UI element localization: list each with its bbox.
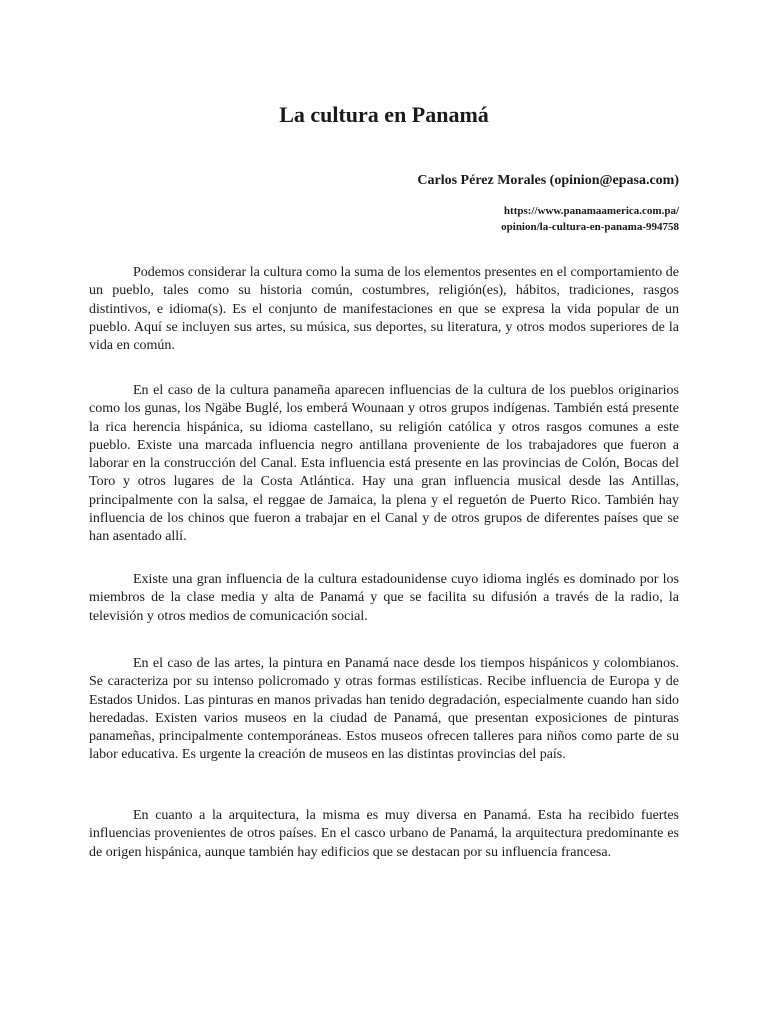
paragraph-3: Existe una gran influencia de la cultura estadounidense cuyo idioma inglés es dominado por los miembros de la clase media y alta de Panamá y que se facilita su difusión a través de la radio, la televisión y otros medios de comunicación social. xyxy=(89,572,679,624)
source-link-line-2[interactable]: opinion/la-cultura-en-panama-994758 xyxy=(501,221,679,233)
document-title: La cultura en Panamá xyxy=(279,102,489,127)
paragraph-2: En el caso de la cultura panameña aparecen influencias de la cultura de los pueblos originarios como los gunas, los Ngäbe Buglé, los emberá Wounaan y otros grupos indígenas. También está presente la rica herencia hispánica, su idioma castellano, su religión católica y otros rasgos comunes a este pueblo. Existe una marcada influencia negro antillana proveniente de los trabajadores que fueron a laborar en la construcción del Canal. Esta influencia está presente en las provincias de Colón, Bocas del Toro y otros lugares de la Costa Atlántica. Hay una gran influencia musical desde las Antillas, principalmente con la salsa, el reggae de Jamaica, la plena y el reguetón de Puerto Rico. También hay influencia de los chinos que fueron a trabajar en el Canal y de otros grupos de diferentes países que se han asentado allí. xyxy=(89,383,679,545)
paragraph-5: En cuanto a la arquitectura, la misma es muy diversa en Panamá. Esta ha recibido fuertes influencias provenientes de otros países. En el casco urbano de Panamá, la arquitectura predominante es de origen hispánica, aunque también hay edificios que se destacan por su influencia francesa. xyxy=(89,808,679,860)
source-link[interactable] xyxy=(501,203,679,235)
paragraph-1: Podemos considerar la cultura como la suma de los elementos presentes en el comportamiento de un pueblo, tales como su historia común, costumbres, religión(es), hábitos, tradiciones, rasgos distintivos, e idioma(s). Es el conjunto de manifestaciones en que se expresa la vida popular de un pueblo. Aquí se incluyen sus artes, su música, sus deportes, su literatura, y otros modos superiores de la vida en común. xyxy=(89,265,679,354)
author-line: Carlos Pérez Morales (opinion@epasa.com) xyxy=(417,173,679,188)
source-link-line-1[interactable]: https://www.panamaamerica.com.pa/ xyxy=(503,205,679,217)
paragraph-4: En el caso de las artes, la pintura en Panamá nace desde los tiempos hispánicos y colombianos. Se caracteriza por su intenso policromado y otras formas estilísticas. Recibe influencia de Europa y de Estados Unidos. Las pinturas en manos privadas han tenido degradación, especialmente cuando han sido heredadas. Existen varios museos en la ciudad de Panamá, que presentan exposiciones de pinturas panameñas, principalmente contemporáneas. Estos museos ofrecen talleres para niños como parte de su labor educativa. Es urgente la creación de museos en las distintas provincias del país. xyxy=(89,656,679,763)
